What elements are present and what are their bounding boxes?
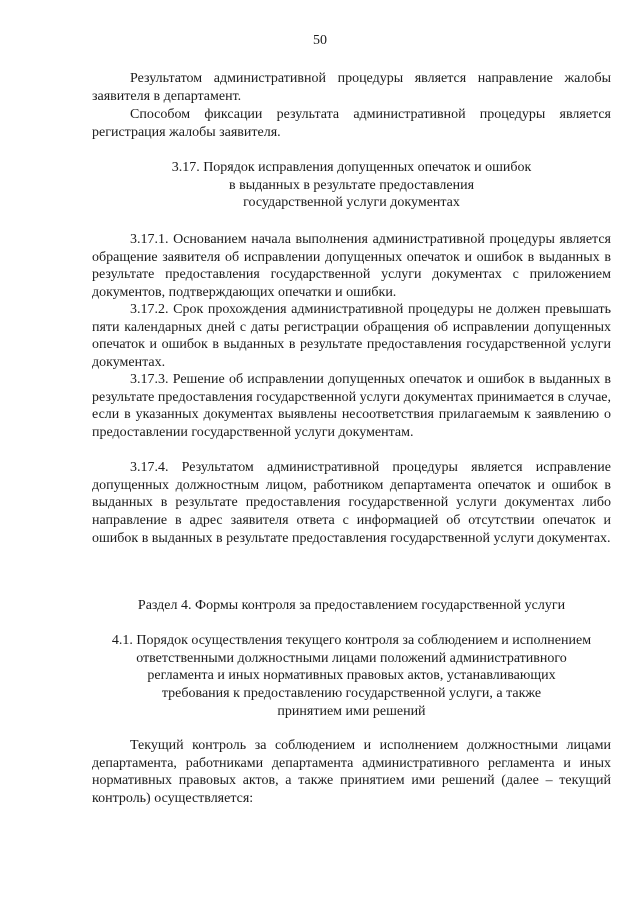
heading-line: государственной услуги документах	[243, 195, 460, 211]
fixation-paragraph: Способом фиксации результата административной процедуры является регистрация жалобы заявителя.	[92, 107, 611, 140]
heading-line: регламента и иных нормативных правовых актов, устанавливающих	[147, 668, 556, 684]
item-3-17-4: 3.17.4. Результатом административной процедуры является исправление допущенных должностным лицом, работником департамента опечаток и ошибок в выданных в результате предоставления государственной услуги документах либо направление в адрес заявителя ответа с информацией об отсутствии опечаток и ошибок в выданных в результате предоставления государственной услуги документах.	[92, 460, 611, 546]
section-4-title: Раздел 4. Формы контроля за предоставлением государственной услуги	[137, 598, 566, 613]
heading-line: требования к предоставлению государственной услуги, а также	[161, 686, 542, 702]
heading-line: в выданных в результате предоставления	[228, 177, 475, 193]
item-3-17-2: 3.17.2. Срок прохождения административной процедуры не должен превышать пяти календарных дней с даты регистрации обращения об исправлении допущенных опечаток и ошибок в выданных в результате предоставления государственной услуги документах.	[92, 302, 611, 371]
section-4-1-heading	[92, 632, 611, 721]
heading-line: принятием ими решений	[277, 703, 426, 719]
heading-line: ответственными должностными лицами положений административного	[136, 650, 567, 666]
heading-line: 3.17. Порядок исправления допущенных опечаток и ошибок	[171, 160, 532, 175]
current-control-paragraph: Текущий контроль за соблюдением и исполнением должностными лицами департамента, работниками департамента административного регламента и иных нормативных правовых актов, а также принятием ими решений (далее – текущий контроль) осуществляется:	[92, 738, 611, 807]
item-3-17-1: 3.17.1. Основанием начала выполнения административной процедуры является обращение заявителя об исправлении допущенных опечаток и ошибок в выданных в результате предоставления государственной услуги документах с приложением документов, подтверждающих опечатки и ошибки.	[92, 232, 611, 301]
heading-line: 4.1. Порядок осуществления текущего контроля за соблюдением и исполнением	[111, 633, 592, 648]
item-3-17-3: 3.17.3. Решение об исправлении допущенных опечаток и ошибок в выданных в результате предоставления государственной услуги документах принимается в случае, если в указанных документах выявлены несоответствия прилагаемым к заявлению о предоставлении государственной услуги документам.	[92, 372, 611, 441]
page-number: 50	[313, 33, 327, 48]
section-3-17-heading	[92, 159, 611, 212]
result-paragraph: Результатом административной процедуры является направление жалобы заявителя в департамент.	[92, 71, 611, 104]
